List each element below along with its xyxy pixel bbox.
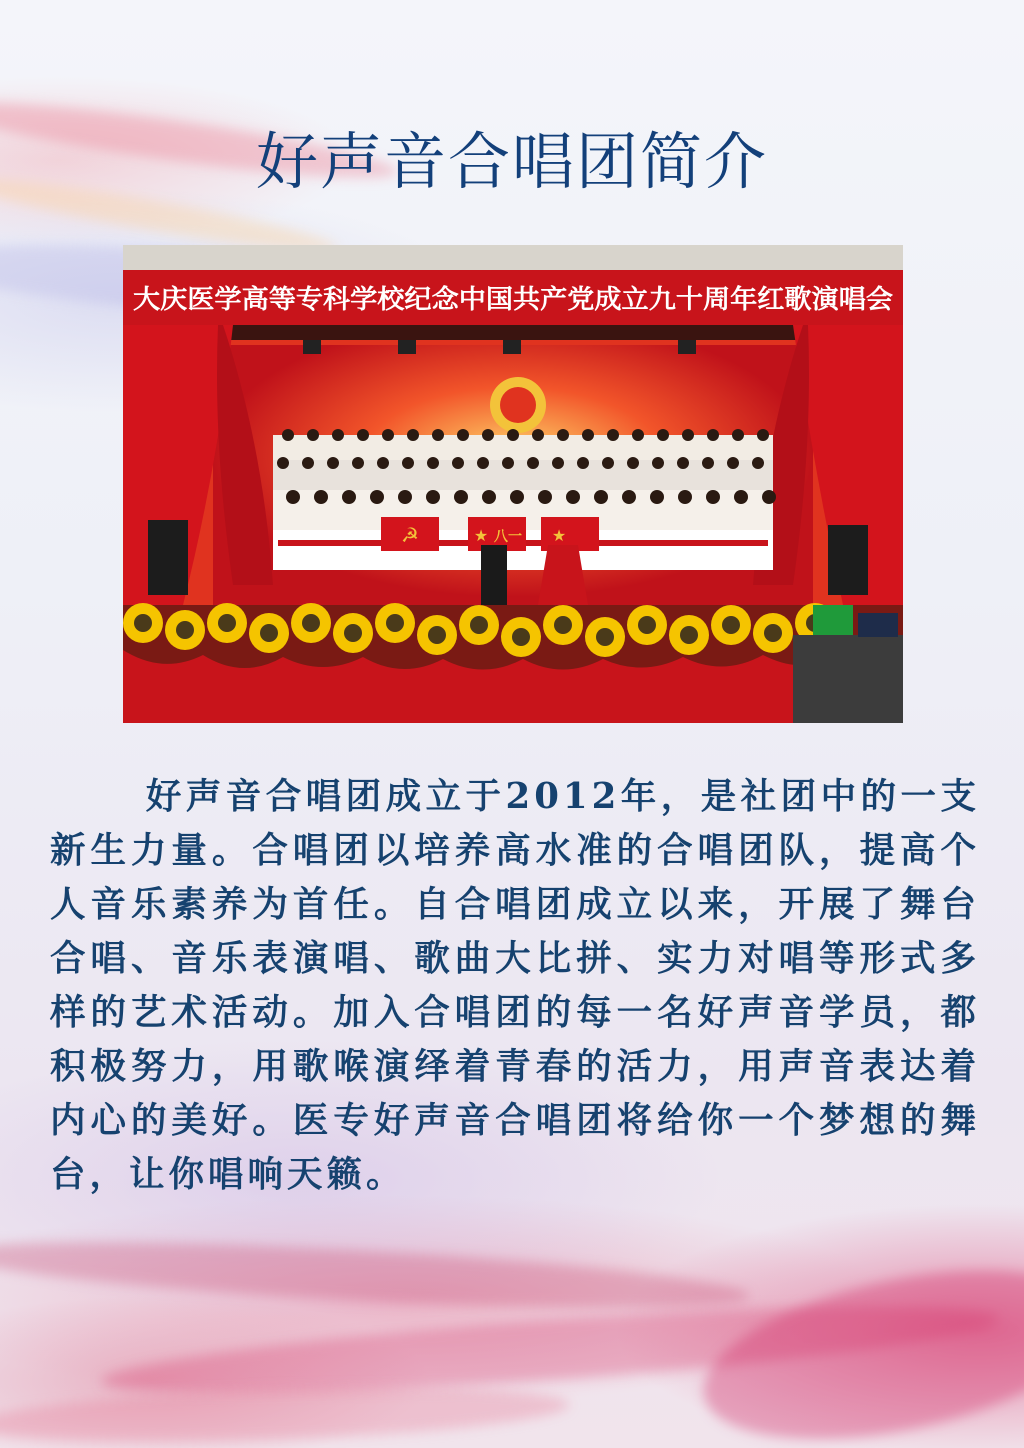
watercolor-stroke xyxy=(0,1229,751,1321)
svg-text:☭: ☭ xyxy=(401,523,419,547)
svg-text:★: ★ xyxy=(473,526,489,545)
intro-paragraph: 好声音合唱团成立于2012年，是社团中的一支新生力量。合唱团以培养高水准的合唱团队，提高个人音乐素养为首任。自合唱团成立以来，开展了舞台合唱、音乐表演唱、歌曲大比拼、实力对唱等形式多样的艺术活动。加入合唱团的每一名好声音学员，都积极努力，用歌喉演绎着青春的活力，用声音表达着内心的美好。医专好声音合唱团将给你一个梦想的舞台，让你唱响天籁。 xyxy=(50,776,980,1195)
choir-photo xyxy=(123,245,903,723)
svg-text:★: ★ xyxy=(551,526,567,545)
watercolor-stroke xyxy=(689,1240,1024,1448)
page-title: 好声音合唱团简介 xyxy=(255,125,768,198)
watercolor-stroke xyxy=(0,1380,571,1448)
choir-photo-illustration xyxy=(123,245,903,723)
photo-placard-text: 八一 xyxy=(494,529,522,545)
watercolor-stroke xyxy=(99,1289,1001,1412)
photo-banner-text: 大庆医学高等专科学校纪念中国共产党成立九十周年红歌演唱会 xyxy=(133,285,862,315)
